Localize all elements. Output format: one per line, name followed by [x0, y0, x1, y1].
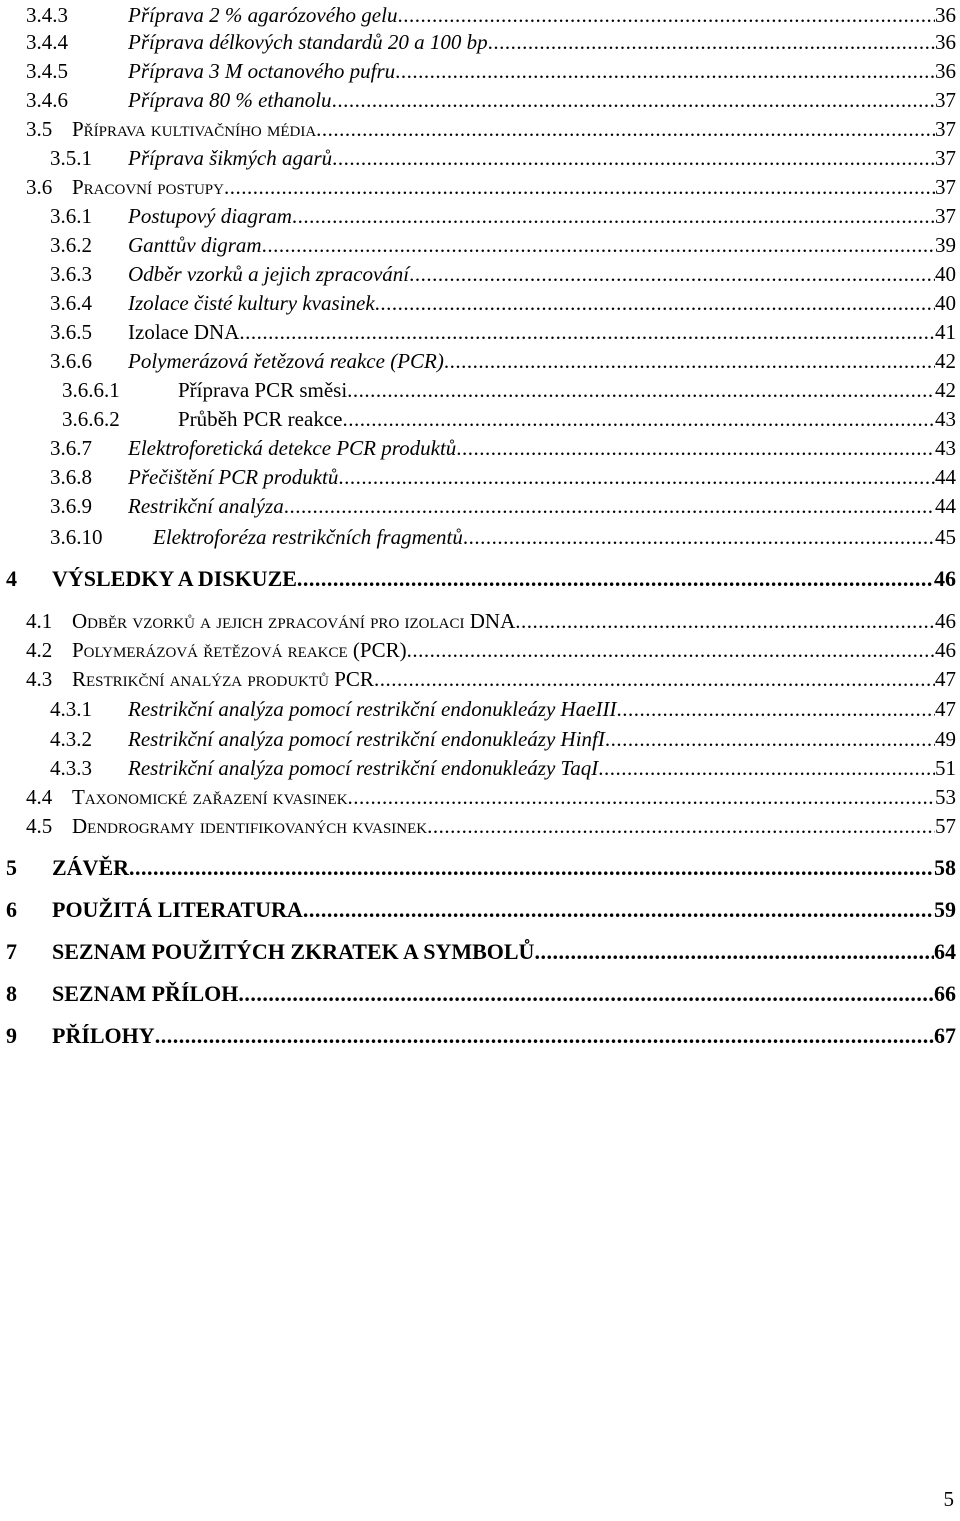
dot-leader: [297, 564, 934, 594]
toc-entry-number: 4.3.1: [50, 697, 92, 721]
toc-entry: [0, 433, 960, 463]
dot-leader: [375, 288, 935, 318]
toc-chapter: [0, 1021, 960, 1051]
toc-entry-leader: [52, 979, 956, 1009]
toc-entry-page: 43: [935, 436, 956, 460]
toc-entry-leader: [72, 606, 956, 636]
toc-entry-leader: [52, 937, 956, 967]
toc-entry-number: 4.3.2: [50, 727, 92, 751]
toc-entry-number: 3.6.4: [50, 291, 92, 315]
toc-entry-title: Polymerázová řetězová reakce (PCR): [72, 638, 407, 662]
toc-chapter: [0, 853, 960, 883]
toc-entry-page: 44: [935, 465, 956, 489]
dot-leader: [332, 85, 935, 115]
dot-leader: [332, 143, 935, 173]
toc-entry: [0, 346, 960, 376]
toc-entry-number: 3.6.8: [50, 465, 92, 489]
dot-leader: [284, 491, 935, 521]
toc-entry-leader: [128, 317, 956, 347]
toc-entry-title: Restrikční analýza: [128, 494, 284, 518]
toc-entry-page: 46: [935, 609, 956, 633]
toc-entry-page: 41: [935, 320, 956, 344]
toc-entry: [0, 811, 960, 841]
toc-entry-page: 53: [935, 785, 956, 809]
toc-entry-number: 3.4.3: [26, 3, 68, 27]
toc-entry-title: Restrikční analýza pomocí restrikční endonukleázy HinfI: [128, 727, 605, 751]
toc-entry-leader: [178, 404, 956, 434]
toc-entry: [0, 172, 960, 202]
toc-chapter: [0, 564, 960, 594]
toc-entry-number: 4: [6, 566, 17, 591]
dot-leader: [374, 664, 935, 694]
toc-entry-title: SEZNAM PŘÍLOH: [52, 981, 239, 1006]
toc-entry-leader: [128, 724, 956, 754]
toc-entry-number: 3.6.1: [50, 204, 92, 228]
dot-leader: [238, 979, 934, 1009]
toc-entry-title: Odběr vzorků a jejich zpracování: [128, 262, 410, 286]
dot-leader: [488, 27, 935, 57]
toc-entry-leader: [52, 853, 956, 883]
dot-leader: [316, 114, 935, 144]
toc-entry-title: Příprava PCR směsi: [178, 378, 348, 402]
toc-entry-number: 4.3.3: [50, 756, 92, 780]
toc-entry: [0, 606, 960, 636]
toc-entry-page: 47: [935, 667, 956, 691]
toc-entry-number: 3.5.1: [50, 146, 92, 170]
dot-leader: [347, 375, 935, 405]
toc-entry-title: Příprava délkových standardů 20 a 100 bp: [128, 30, 488, 54]
toc-entry-leader: [128, 85, 956, 115]
toc-entry-title: Elektroforetická detekce PCR produktů: [128, 436, 457, 460]
dot-leader: [262, 230, 935, 260]
dot-leader: [617, 694, 936, 724]
toc-entry-page: 47: [935, 697, 956, 721]
toc-entry-leader: [72, 114, 956, 144]
toc-entry-number: 3.6.6.1: [62, 378, 120, 402]
toc-entry-number: 3.6: [26, 175, 53, 199]
toc-entry-leader: [128, 491, 956, 521]
toc-entry-leader: [128, 56, 956, 86]
toc-entry-leader: [128, 694, 956, 724]
toc-entry-title: Polymerázová řetězová reakce (PCR): [128, 349, 444, 373]
toc-entry-number: 9: [6, 1023, 17, 1048]
toc-entry-page: 64: [934, 939, 956, 964]
toc-entry-number: 3.6.3: [50, 262, 92, 286]
dot-leader: [342, 404, 935, 434]
dot-leader: [395, 56, 935, 86]
toc-entry-title: Dendrogramy identifikovaných kvasinek: [72, 814, 428, 838]
toc-entry-leader: [128, 462, 956, 492]
toc-entry-leader: [72, 635, 956, 665]
dot-leader: [303, 895, 934, 925]
toc-entry-leader: [128, 143, 956, 173]
toc-entry-page: 37: [935, 204, 956, 228]
dot-leader: [224, 172, 935, 202]
toc-entry-page: 39: [935, 233, 956, 257]
toc-entry-page: 66: [934, 981, 956, 1006]
toc-entry-number: 4.1: [26, 609, 53, 633]
toc-chapter: [0, 937, 960, 967]
toc-entry-page: 37: [935, 117, 956, 141]
toc-entry-leader: [128, 259, 956, 289]
toc-entry-number: 3.6.10: [50, 525, 103, 549]
dot-leader: [155, 1021, 934, 1051]
toc-entry-page: 46: [934, 566, 956, 591]
toc-entry-leader: [128, 753, 956, 783]
toc-entry: [0, 114, 960, 144]
toc-entry-leader: [178, 375, 956, 405]
toc-entry-number: 3.6.6: [50, 349, 92, 373]
toc-entry-page: 42: [935, 378, 956, 402]
toc-entry: [0, 143, 960, 173]
toc-entry: [0, 753, 960, 783]
toc-entry: [0, 56, 960, 86]
toc-entry: [0, 462, 960, 492]
toc-entry-title: Izolace čisté kultury kvasinek: [128, 291, 375, 315]
toc-entry-page: 59: [934, 897, 956, 922]
dot-leader: [348, 782, 935, 812]
toc-entry-number: 3.4.4: [26, 30, 68, 54]
toc-entry: [0, 288, 960, 318]
toc-entry: [0, 230, 960, 260]
toc-entry-number: 7: [6, 939, 17, 964]
dot-leader: [444, 346, 935, 376]
toc-entry-leader: [128, 433, 956, 463]
toc-entry-title: Příprava 3 M octanového pufru: [128, 59, 396, 83]
toc-entry-page: 36: [935, 30, 956, 54]
toc-entry-page: 46: [935, 638, 956, 662]
toc-entry-number: 3.6.7: [50, 436, 92, 460]
toc-entry-page: 37: [935, 175, 956, 199]
toc-entry-title: Restrikční analýza produktů PCR: [72, 667, 374, 691]
toc-entry-title: Elektroforéza restrikčních fragmentů: [153, 525, 463, 549]
toc-entry: [0, 694, 960, 724]
toc-entry-number: 3.5: [26, 117, 53, 141]
toc-entry-leader: [128, 201, 956, 231]
toc-entry-number: 4.3: [26, 667, 53, 691]
dot-leader: [409, 259, 935, 289]
toc-entry-page: 36: [935, 3, 956, 27]
toc-entry-page: 44: [935, 494, 956, 518]
toc-entry-title: Příprava 80 % ethanolu: [128, 88, 332, 112]
toc-entry: [0, 27, 960, 57]
toc-entry-leader: [52, 1021, 956, 1051]
toc-entry-number: 5: [6, 855, 17, 880]
toc-entry-title: ZÁVĚR: [52, 855, 130, 880]
toc-entry-title: Restrikční analýza pomocí restrikční endonukleázy TaqI: [128, 756, 599, 780]
toc-entry-page: 67: [934, 1023, 956, 1048]
toc-entry-leader: [128, 288, 956, 318]
toc-entry-title: POUŽITÁ LITERATURA: [52, 897, 303, 922]
dot-leader: [407, 635, 935, 665]
toc-entry-number: 3.6.6.2: [62, 407, 120, 431]
toc-entry-page: 43: [935, 407, 956, 431]
toc-entry-title: Průběh PCR reakce: [178, 407, 343, 431]
toc-entry-leader: [72, 811, 956, 841]
toc-entry-title: Izolace DNA: [128, 320, 240, 344]
toc-entry-leader: [52, 564, 956, 594]
toc-entry-leader: [128, 230, 956, 260]
toc-entry-page: 57: [935, 814, 956, 838]
toc-entry-title: Odběr vzorků a jejich zpracování pro izolaci DNA: [72, 609, 516, 633]
toc-entry-leader: [128, 346, 956, 376]
toc-entry-title: VÝSLEDKY A DISKUZE: [52, 566, 297, 591]
toc-entry-title: Příprava 2 % agarózového gelu: [128, 3, 398, 27]
toc-entry-page: 45: [935, 525, 956, 549]
toc-entry-page: 49: [935, 727, 956, 751]
toc-entry-title: SEZNAM POUŽITÝCH ZKRATEK A SYMBOLŮ: [52, 939, 535, 964]
toc-entry: [0, 0, 960, 30]
toc-entry: [0, 259, 960, 289]
dot-leader: [598, 753, 935, 783]
toc-entry-number: 3.6.9: [50, 494, 92, 518]
toc-entry-number: 4.5: [26, 814, 53, 838]
toc-chapter: [0, 979, 960, 1009]
toc-entry: [0, 782, 960, 812]
toc-entry-number: 4.4: [26, 785, 53, 809]
toc-entry-title: Příprava kultivačního média: [72, 117, 317, 141]
dot-leader: [397, 0, 935, 30]
toc-entry-leader: [72, 782, 956, 812]
toc-entry-leader: [128, 27, 956, 57]
toc-entry-page: 58: [934, 855, 956, 880]
toc-entry-title: Restrikční analýza pomocí restrikční endonukleázy HaeIII: [128, 697, 617, 721]
dot-leader: [515, 606, 935, 636]
toc-entry-title: PŘÍLOHY: [52, 1023, 155, 1048]
toc-entry-number: 3.4.5: [26, 59, 68, 83]
toc-entry-leader: [72, 172, 956, 202]
toc-entry: [0, 664, 960, 694]
dot-leader: [239, 317, 935, 347]
toc-entry-number: 8: [6, 981, 17, 1006]
toc-entry-page: 36: [935, 59, 956, 83]
toc-entry-title: Příprava šikmých agarů: [128, 146, 333, 170]
toc-entry-title: Přečištění PCR produktů: [128, 465, 339, 489]
toc-entry: [0, 201, 960, 231]
dot-leader: [456, 433, 935, 463]
toc-entry-page: 37: [935, 146, 956, 170]
toc-entry: [0, 635, 960, 665]
toc-entry-number: 3.6.5: [50, 320, 92, 344]
dot-leader: [463, 522, 935, 552]
toc-entry: [0, 522, 960, 552]
toc-entry-title: Ganttův digram: [128, 233, 262, 257]
dot-leader: [534, 937, 934, 967]
toc-entry-leader: [128, 0, 956, 30]
toc-entry: [0, 317, 960, 347]
toc-entry-leader: [153, 522, 956, 552]
toc-entry-title: Postupový diagram: [128, 204, 292, 228]
toc-entry: [0, 85, 960, 115]
toc-entry-number: 6: [6, 897, 17, 922]
dot-leader: [129, 853, 934, 883]
toc-entry-leader: [72, 664, 956, 694]
toc-entry-number: 3.6.2: [50, 233, 92, 257]
toc-entry-number: 4.2: [26, 638, 53, 662]
toc-entry: [0, 491, 960, 521]
toc-entry-title: Pracovní postupy: [72, 175, 224, 199]
page-number: 5: [943, 1487, 954, 1511]
dot-leader: [292, 201, 935, 231]
toc-entry-number: 3.4.6: [26, 88, 68, 112]
toc-entry-title: Taxonomické zařazení kvasinek: [72, 785, 348, 809]
dot-leader: [605, 724, 935, 754]
toc-entry: [0, 724, 960, 754]
toc-entry-page: 42: [935, 349, 956, 373]
toc-entry-page: 40: [935, 291, 956, 315]
toc-entry: [0, 404, 960, 434]
toc-chapter: [0, 895, 960, 925]
toc-entry-page: 37: [935, 88, 956, 112]
toc-entry: [0, 375, 960, 405]
toc-entry-leader: [52, 895, 956, 925]
dot-leader: [427, 811, 935, 841]
dot-leader: [338, 462, 935, 492]
toc-entry-page: 40: [935, 262, 956, 286]
toc-entry-page: 51: [935, 756, 956, 780]
